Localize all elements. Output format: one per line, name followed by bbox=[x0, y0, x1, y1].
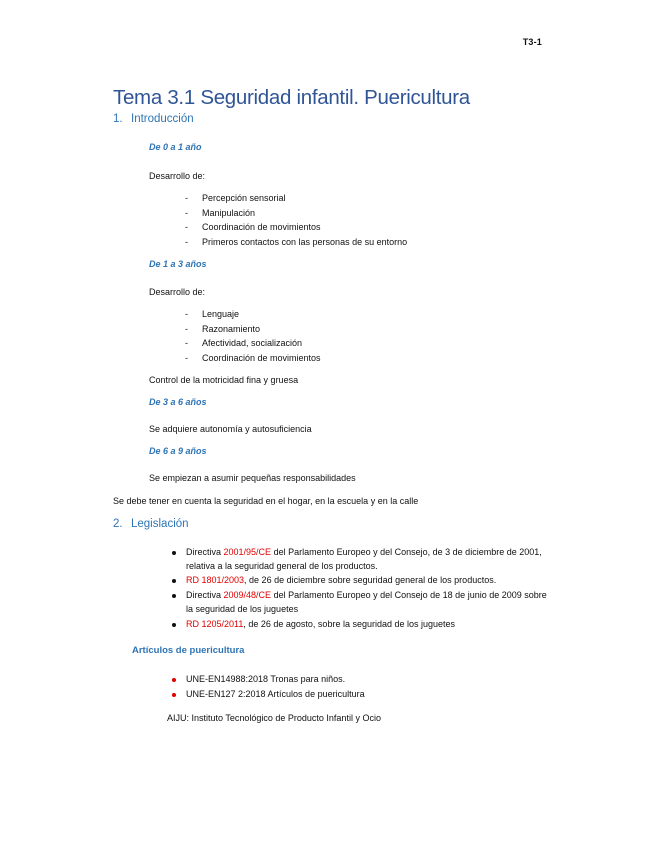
dash-list-0-1 bbox=[185, 193, 407, 252]
standard-item: UNE-EN14988:2018 Tronas para niños. bbox=[172, 673, 552, 687]
section-heading-legislacion bbox=[113, 518, 189, 530]
list-item: - Manipulación bbox=[185, 207, 256, 218]
list-item: - Razonamiento bbox=[185, 323, 261, 334]
law-item: RD 1205/2011, de 26 de agosto, sobre la seguridad de los juguetes bbox=[172, 618, 552, 632]
safety-closing-note: Se debe tener en cuenta la seguridad en el hogar, en la escuela y en la calle bbox=[113, 496, 419, 506]
section-title: Legislación bbox=[131, 518, 189, 530]
section-number: 1. bbox=[113, 113, 123, 125]
dash-list-1-3 bbox=[185, 309, 321, 368]
responsibility-note: Se empiezan a asumir pequeñas responsabilidades bbox=[149, 473, 356, 483]
bullet-icon bbox=[172, 678, 176, 682]
list-item: - Coordinación de movimientos bbox=[185, 222, 321, 233]
bullet-icon bbox=[172, 551, 176, 555]
development-intro: Desarrollo de: bbox=[149, 287, 206, 297]
list-item: - Lenguaje bbox=[185, 309, 240, 319]
age-label-1-3: De 1 a 3 años bbox=[149, 259, 207, 269]
list-item: - Coordinación de movimientos bbox=[185, 353, 321, 364]
law-item: RD 1801/2003, de 26 de diciembre sobre seguridad general de los productos. bbox=[172, 574, 552, 588]
section-title: Introducción bbox=[131, 113, 194, 125]
list-item: - Percepción sensorial bbox=[185, 193, 286, 203]
age-label-3-6: De 3 a 6 años bbox=[149, 397, 207, 407]
document-title: Tema 3.1 Seguridad infantil. Puericultura bbox=[113, 86, 470, 109]
standards-list bbox=[172, 673, 552, 703]
motricity-note: Control de la motricidad fina y gruesa bbox=[149, 375, 299, 385]
age-label-6-9: De 6 a 9 años bbox=[149, 446, 207, 456]
bullet-icon bbox=[172, 594, 176, 598]
standard-item: UNE-EN127 2:2018 Artículos de puericultura bbox=[172, 688, 552, 702]
bullet-icon bbox=[172, 579, 176, 583]
law-item: Directiva 2009/48/CE del Parlamento Europeo y del Consejo de 18 de junio de 2009 sobre la seguridad de los juguetes bbox=[172, 589, 552, 616]
list-item: - Afectividad, socialización bbox=[185, 338, 303, 349]
bullet-icon bbox=[172, 623, 176, 627]
bullet-icon bbox=[172, 693, 176, 697]
page-code: T3-1 bbox=[522, 37, 542, 47]
list-item: - Primeros contactos con las personas de su entorno bbox=[185, 237, 408, 248]
articles-subheading: Artículos de puericultura bbox=[132, 645, 245, 656]
development-intro: Desarrollo de: bbox=[149, 171, 206, 181]
legislation-list bbox=[172, 546, 552, 633]
aiju-note: AIJU: Instituto Tecnológico de Producto Infantil y Ocio bbox=[167, 713, 381, 723]
section-heading-introduccion bbox=[113, 113, 194, 125]
section-number: 2. bbox=[113, 518, 123, 530]
autonomy-note: Se adquiere autonomía y autosuficiencia bbox=[149, 424, 312, 434]
law-item: Directiva 2001/95/CE del Parlamento Europeo y del Consejo, de 3 de diciembre de 2001, relativa a la seguridad general de los productos. bbox=[172, 546, 552, 573]
age-label-0-1: De 0 a 1 año bbox=[149, 142, 202, 152]
